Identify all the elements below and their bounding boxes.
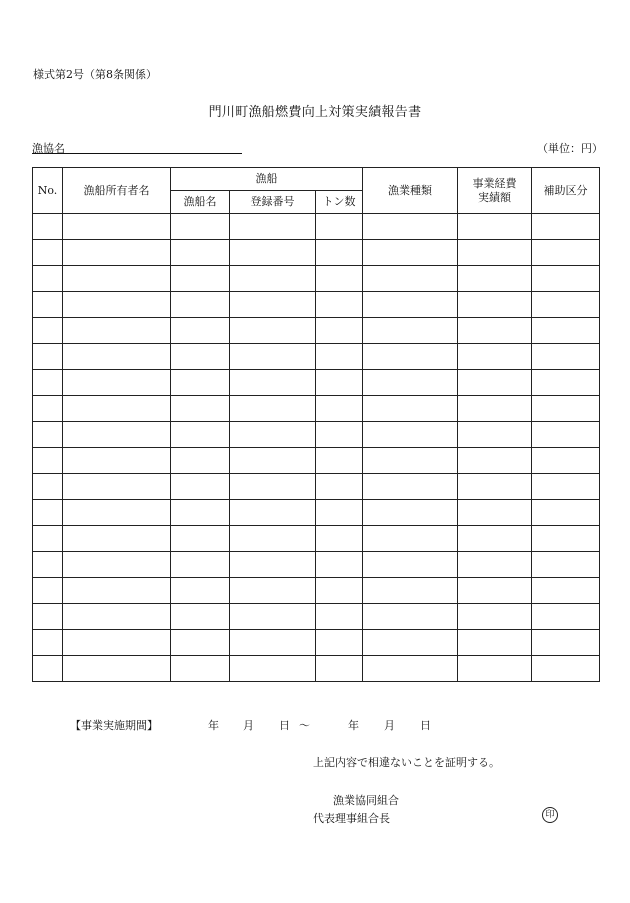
table-cell[interactable] — [63, 422, 171, 448]
table-cell[interactable] — [33, 266, 63, 292]
table-cell[interactable] — [532, 448, 600, 474]
table-cell[interactable] — [230, 370, 316, 396]
table-cell[interactable] — [230, 474, 316, 500]
period-tilde: ～ — [299, 719, 310, 732]
table-cell[interactable] — [363, 266, 458, 292]
table-cell[interactable] — [363, 344, 458, 370]
table-cell[interactable] — [532, 656, 600, 682]
table-row — [33, 526, 600, 552]
table-cell[interactable] — [316, 448, 363, 474]
seal-mark: 印 — [542, 807, 558, 823]
table-cell[interactable] — [532, 318, 600, 344]
table-cell[interactable] — [171, 422, 230, 448]
period-start-month: 月 — [243, 719, 254, 732]
table-cell[interactable] — [33, 630, 63, 656]
table-row — [33, 266, 600, 292]
table-cell[interactable] — [316, 604, 363, 630]
table-cell[interactable] — [363, 474, 458, 500]
report-table — [32, 167, 600, 682]
period-end-year: 年 — [348, 719, 359, 732]
table-cell[interactable] — [33, 526, 63, 552]
table-cell[interactable] — [363, 552, 458, 578]
table-cell[interactable] — [33, 370, 63, 396]
header-tonnage: トン数 — [316, 191, 363, 214]
table-cell[interactable] — [532, 604, 600, 630]
table-row — [33, 396, 600, 422]
header-cost-line2: 実績額 — [478, 190, 512, 204]
table-cell[interactable] — [63, 604, 171, 630]
table-cell[interactable] — [33, 656, 63, 682]
table-row — [33, 370, 600, 396]
table-cell[interactable] — [230, 214, 316, 240]
table-cell[interactable] — [63, 552, 171, 578]
table-cell[interactable] — [532, 344, 600, 370]
table-cell[interactable] — [33, 214, 63, 240]
table-row — [33, 552, 600, 578]
table-cell[interactable] — [363, 370, 458, 396]
header-fishery-type: 漁業種類 — [363, 168, 458, 214]
table-cell[interactable] — [363, 578, 458, 604]
table-cell[interactable] — [63, 318, 171, 344]
table-cell[interactable] — [316, 474, 363, 500]
table-cell[interactable] — [230, 656, 316, 682]
table-cell[interactable] — [363, 214, 458, 240]
table-cell[interactable] — [63, 266, 171, 292]
table-cell[interactable] — [171, 656, 230, 682]
table-cell[interactable] — [171, 240, 230, 266]
period-start-year: 年 — [208, 719, 219, 732]
table-cell[interactable] — [33, 578, 63, 604]
coop-signature-name: 漁業協同組合 — [333, 794, 399, 807]
table-cell[interactable] — [171, 214, 230, 240]
table-cell[interactable] — [316, 500, 363, 526]
table-cell[interactable] — [532, 422, 600, 448]
table-row — [33, 474, 600, 500]
table-cell[interactable] — [63, 500, 171, 526]
table-cell[interactable] — [230, 630, 316, 656]
table-cell[interactable] — [316, 578, 363, 604]
table-cell[interactable] — [316, 370, 363, 396]
table-cell[interactable] — [171, 318, 230, 344]
table-cell[interactable] — [33, 292, 63, 318]
table-cell[interactable] — [171, 526, 230, 552]
table-cell[interactable] — [532, 266, 600, 292]
table-cell[interactable] — [363, 500, 458, 526]
table-cell[interactable] — [532, 292, 600, 318]
table-cell[interactable] — [171, 474, 230, 500]
header-reg-no: 登録番号 — [230, 191, 316, 214]
table-cell[interactable] — [363, 396, 458, 422]
table-cell[interactable] — [316, 266, 363, 292]
table-cell[interactable] — [230, 318, 316, 344]
table-cell[interactable] — [230, 526, 316, 552]
table-cell[interactable] — [458, 604, 532, 630]
table-cell[interactable] — [33, 422, 63, 448]
table-cell[interactable] — [63, 370, 171, 396]
table-row — [33, 656, 600, 682]
coop-name-label: 漁協名 — [32, 142, 65, 155]
table-cell[interactable] — [33, 240, 63, 266]
table-row — [33, 214, 600, 240]
table-cell[interactable] — [230, 578, 316, 604]
table-cell[interactable] — [171, 500, 230, 526]
table-cell[interactable] — [33, 396, 63, 422]
table-cell[interactable] — [171, 344, 230, 370]
table-cell[interactable] — [171, 396, 230, 422]
table-cell[interactable] — [171, 266, 230, 292]
representative-title: 代表理事組合長 — [313, 812, 390, 825]
table-cell[interactable] — [230, 604, 316, 630]
table-cell[interactable] — [230, 266, 316, 292]
table-cell[interactable] — [171, 552, 230, 578]
table-cell[interactable] — [63, 396, 171, 422]
table-cell[interactable] — [458, 552, 532, 578]
table-cell[interactable] — [458, 214, 532, 240]
header-cost-line1: 事業経費 — [472, 176, 517, 190]
header-vessel-name: 漁船名 — [171, 191, 230, 214]
table-cell[interactable] — [171, 604, 230, 630]
table-cell[interactable] — [171, 292, 230, 318]
table-cell[interactable] — [532, 526, 600, 552]
table-cell[interactable] — [316, 630, 363, 656]
header-subsidy: 補助区分 — [532, 168, 600, 214]
table-cell[interactable] — [532, 214, 600, 240]
table-cell[interactable] — [363, 604, 458, 630]
table-cell[interactable] — [33, 318, 63, 344]
table-cell[interactable] — [63, 448, 171, 474]
report-table-body — [33, 214, 600, 682]
table-cell[interactable] — [532, 396, 600, 422]
table-cell[interactable] — [171, 578, 230, 604]
table-cell[interactable] — [316, 292, 363, 318]
table-cell[interactable] — [363, 656, 458, 682]
table-row — [33, 240, 600, 266]
table-cell[interactable] — [230, 344, 316, 370]
table-cell[interactable] — [63, 526, 171, 552]
table-cell[interactable] — [363, 292, 458, 318]
table-cell[interactable] — [33, 552, 63, 578]
table-cell[interactable] — [458, 370, 532, 396]
table-cell[interactable] — [63, 214, 171, 240]
table-cell[interactable] — [316, 240, 363, 266]
table-cell[interactable] — [458, 344, 532, 370]
table-cell[interactable] — [230, 292, 316, 318]
table-cell[interactable] — [230, 396, 316, 422]
table-cell[interactable] — [316, 344, 363, 370]
table-cell[interactable] — [316, 422, 363, 448]
table-cell[interactable] — [363, 448, 458, 474]
table-cell[interactable] — [63, 474, 171, 500]
table-cell[interactable] — [532, 500, 600, 526]
table-cell[interactable] — [316, 214, 363, 240]
table-cell[interactable] — [458, 448, 532, 474]
header-no: No. — [33, 168, 63, 214]
table-cell[interactable] — [316, 526, 363, 552]
table-cell[interactable] — [63, 292, 171, 318]
table-cell[interactable] — [458, 240, 532, 266]
table-cell[interactable] — [230, 240, 316, 266]
table-cell[interactable] — [63, 344, 171, 370]
table-cell[interactable] — [363, 526, 458, 552]
table-cell[interactable] — [532, 370, 600, 396]
period-end-day: 日 — [420, 719, 431, 732]
table-row — [33, 344, 600, 370]
table-cell[interactable] — [363, 240, 458, 266]
table-cell[interactable] — [230, 552, 316, 578]
table-cell[interactable] — [363, 422, 458, 448]
table-cell[interactable] — [458, 474, 532, 500]
table-cell[interactable] — [532, 240, 600, 266]
table-cell[interactable] — [532, 578, 600, 604]
table-row — [33, 630, 600, 656]
table-cell[interactable] — [63, 240, 171, 266]
table-cell[interactable] — [458, 292, 532, 318]
table-cell[interactable] — [532, 552, 600, 578]
certification-text: 上記内容で相違ないことを証明する。 — [313, 756, 500, 769]
table-row — [33, 318, 600, 344]
form-number: 様式第2号（第8条関係） — [33, 68, 157, 81]
table-row — [33, 448, 600, 474]
table-cell[interactable] — [171, 448, 230, 474]
table-cell[interactable] — [363, 318, 458, 344]
table-cell[interactable] — [316, 396, 363, 422]
header-vessel-group: 漁船 — [171, 168, 363, 191]
table-cell[interactable] — [316, 552, 363, 578]
header-cost — [458, 168, 532, 214]
period-end-month: 月 — [384, 719, 395, 732]
table-row — [33, 422, 600, 448]
header-owner: 漁船所有者名 — [63, 168, 171, 214]
unit-label: （単位：円） — [537, 142, 603, 155]
table-row — [33, 578, 600, 604]
table-cell[interactable] — [33, 604, 63, 630]
table-cell[interactable] — [316, 656, 363, 682]
table-cell[interactable] — [230, 448, 316, 474]
table-row — [33, 500, 600, 526]
table-cell[interactable] — [458, 526, 532, 552]
document-title: 門川町漁船燃費向上対策実績報告書 — [208, 105, 422, 120]
period-start-day: 日 — [279, 719, 290, 732]
table-cell[interactable] — [458, 500, 532, 526]
table-cell[interactable] — [33, 500, 63, 526]
table-cell[interactable] — [230, 500, 316, 526]
table-cell[interactable] — [458, 656, 532, 682]
table-cell[interactable] — [33, 344, 63, 370]
table-row — [33, 604, 600, 630]
table-cell[interactable] — [458, 630, 532, 656]
table-cell[interactable] — [33, 474, 63, 500]
period-label: 【事業実施期間】 — [70, 719, 158, 732]
table-cell[interactable] — [532, 474, 600, 500]
table-cell[interactable] — [458, 578, 532, 604]
table-cell[interactable] — [458, 396, 532, 422]
table-cell[interactable] — [63, 630, 171, 656]
table-cell[interactable] — [532, 630, 600, 656]
table-cell[interactable] — [316, 318, 363, 344]
table-cell[interactable] — [171, 370, 230, 396]
table-cell[interactable] — [33, 448, 63, 474]
table-cell[interactable] — [230, 422, 316, 448]
table-cell[interactable] — [63, 656, 171, 682]
table-cell[interactable] — [458, 422, 532, 448]
table-cell[interactable] — [63, 578, 171, 604]
table-row — [33, 292, 600, 318]
table-cell[interactable] — [458, 266, 532, 292]
table-cell[interactable] — [171, 630, 230, 656]
table-cell[interactable] — [363, 630, 458, 656]
table-cell[interactable] — [458, 318, 532, 344]
coop-name-underline — [32, 153, 242, 154]
